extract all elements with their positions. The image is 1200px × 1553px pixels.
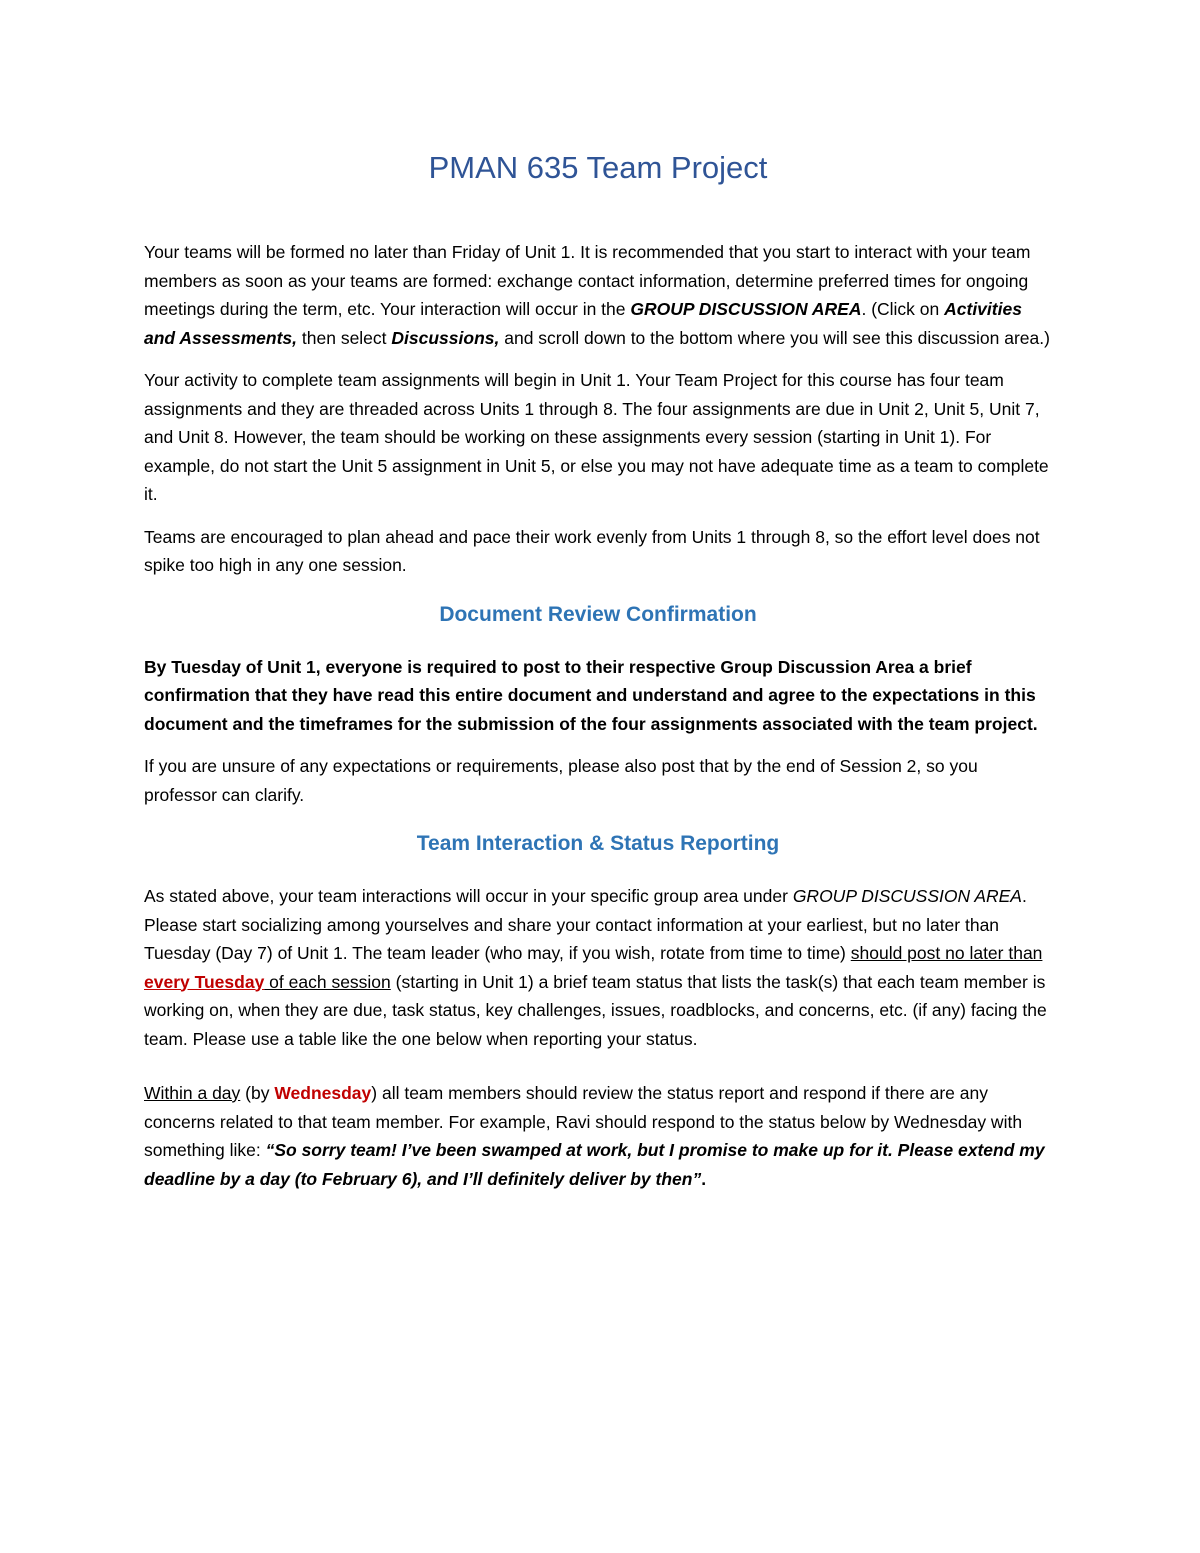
underlined-text: of each session: [264, 971, 391, 992]
text-run: ) all team members should review the status report and respond if there are any concerns related to that team member. For example, Ravi should respond to the status below by Wednesday with something like:: [144, 1083, 1023, 1160]
text-run: . Please start socializing among yourselves and share your contact information at your earliest, but no later than Tuesday (Day 7) of Unit 1. The team leader (who may, if you wish, rotate from time to time): [144, 886, 1027, 963]
text-run: then select: [297, 327, 392, 348]
text-run: .: [701, 1168, 707, 1189]
intro-paragraph-2: Your activity to complete team assignments will begin in Unit 1. Your Team Project for this course has four team assignments and they are threaded across Units 1 through 8. The four assignments are due in Unit 2, Unit 5, Unit 7, and Unit 8. However, the team should be working on these assignments every session (starting in Unit 1). For example, do not start the Unit 5 assignment in Unit 5, or else you may not have adequate time as a team to complete it.: [144, 370, 1049, 504]
text-run: . (Click on: [861, 299, 945, 319]
intro-paragraph-1: [144, 238, 1052, 352]
interaction-paragraph-1: [144, 882, 1052, 1053]
activities-and-assessments-emphasis: Activities and Assessments,: [144, 299, 1022, 348]
document-review-heading: Document Review Confirmation: [439, 602, 757, 626]
text-run: As stated above, your team interactions will occur in your specific group area under: [144, 886, 793, 906]
group-discussion-area-emphasis: GROUP DISCUSSION AREA: [630, 299, 862, 319]
text-run: and scroll down to the bottom where you will see this discussion area.): [499, 327, 1050, 348]
discussions-emphasis: Discussions,: [391, 327, 500, 348]
group-discussion-area-emphasis: GROUP DISCUSSION AREA: [792, 886, 1022, 906]
interaction-paragraph-2: [144, 1079, 1052, 1193]
text-run: (by: [240, 1083, 275, 1103]
review-confirmation-paragraph: By Tuesday of Unit 1, everyone is required to post to their respective Group Discussion Area a brief confirmation that they have read this entire document and understand and agree to the expectations in this document and the timeframes for the submission of the four assignments associated with the team project.: [144, 656, 1038, 734]
text-run: (starting in Unit 1) a brief team status that lists the task(s) that each team member is working on, when they are due, task status, key challenges, issues, roadblocks, and concerns, etc. (if any) facing the team. Please use a table like the one below when reporting your status.: [144, 971, 1047, 1049]
document-title: PMAN 635 Team Project: [428, 150, 768, 185]
wednesday-highlight: Wednesday: [274, 1083, 372, 1103]
underlined-text: Within a day: [144, 1083, 241, 1103]
underlined-text: should post no later than: [850, 943, 1043, 963]
every-tuesday-highlight: every Tuesday: [144, 971, 265, 992]
review-clarify-paragraph: If you are unsure of any expectations or requirements, please also post that by the end of Session 2, so you professor can clarify.: [144, 756, 978, 805]
team-interaction-heading: Team Interaction & Status Reporting: [416, 832, 780, 855]
text-run: Your teams will be formed no later than Friday of Unit 1. It is recommended that you start to interact with your team members as soon as your teams are formed: exchange contact information, determine preferred times for ongoing meetings during the term, etc. Your interaction will occur in the: [144, 242, 1031, 319]
example-quote: “So sorry team! I’ve been swamped at work, but I promise to make up for it. Please extend my deadline by a day (to February 6), and I’ll definitely deliver by then”: [144, 1140, 1045, 1189]
intro-paragraph-3: Teams are encouraged to plan ahead and pace their work evenly from Units 1 through 8, so the effort level does not spike too high in any one session.: [144, 526, 1040, 575]
